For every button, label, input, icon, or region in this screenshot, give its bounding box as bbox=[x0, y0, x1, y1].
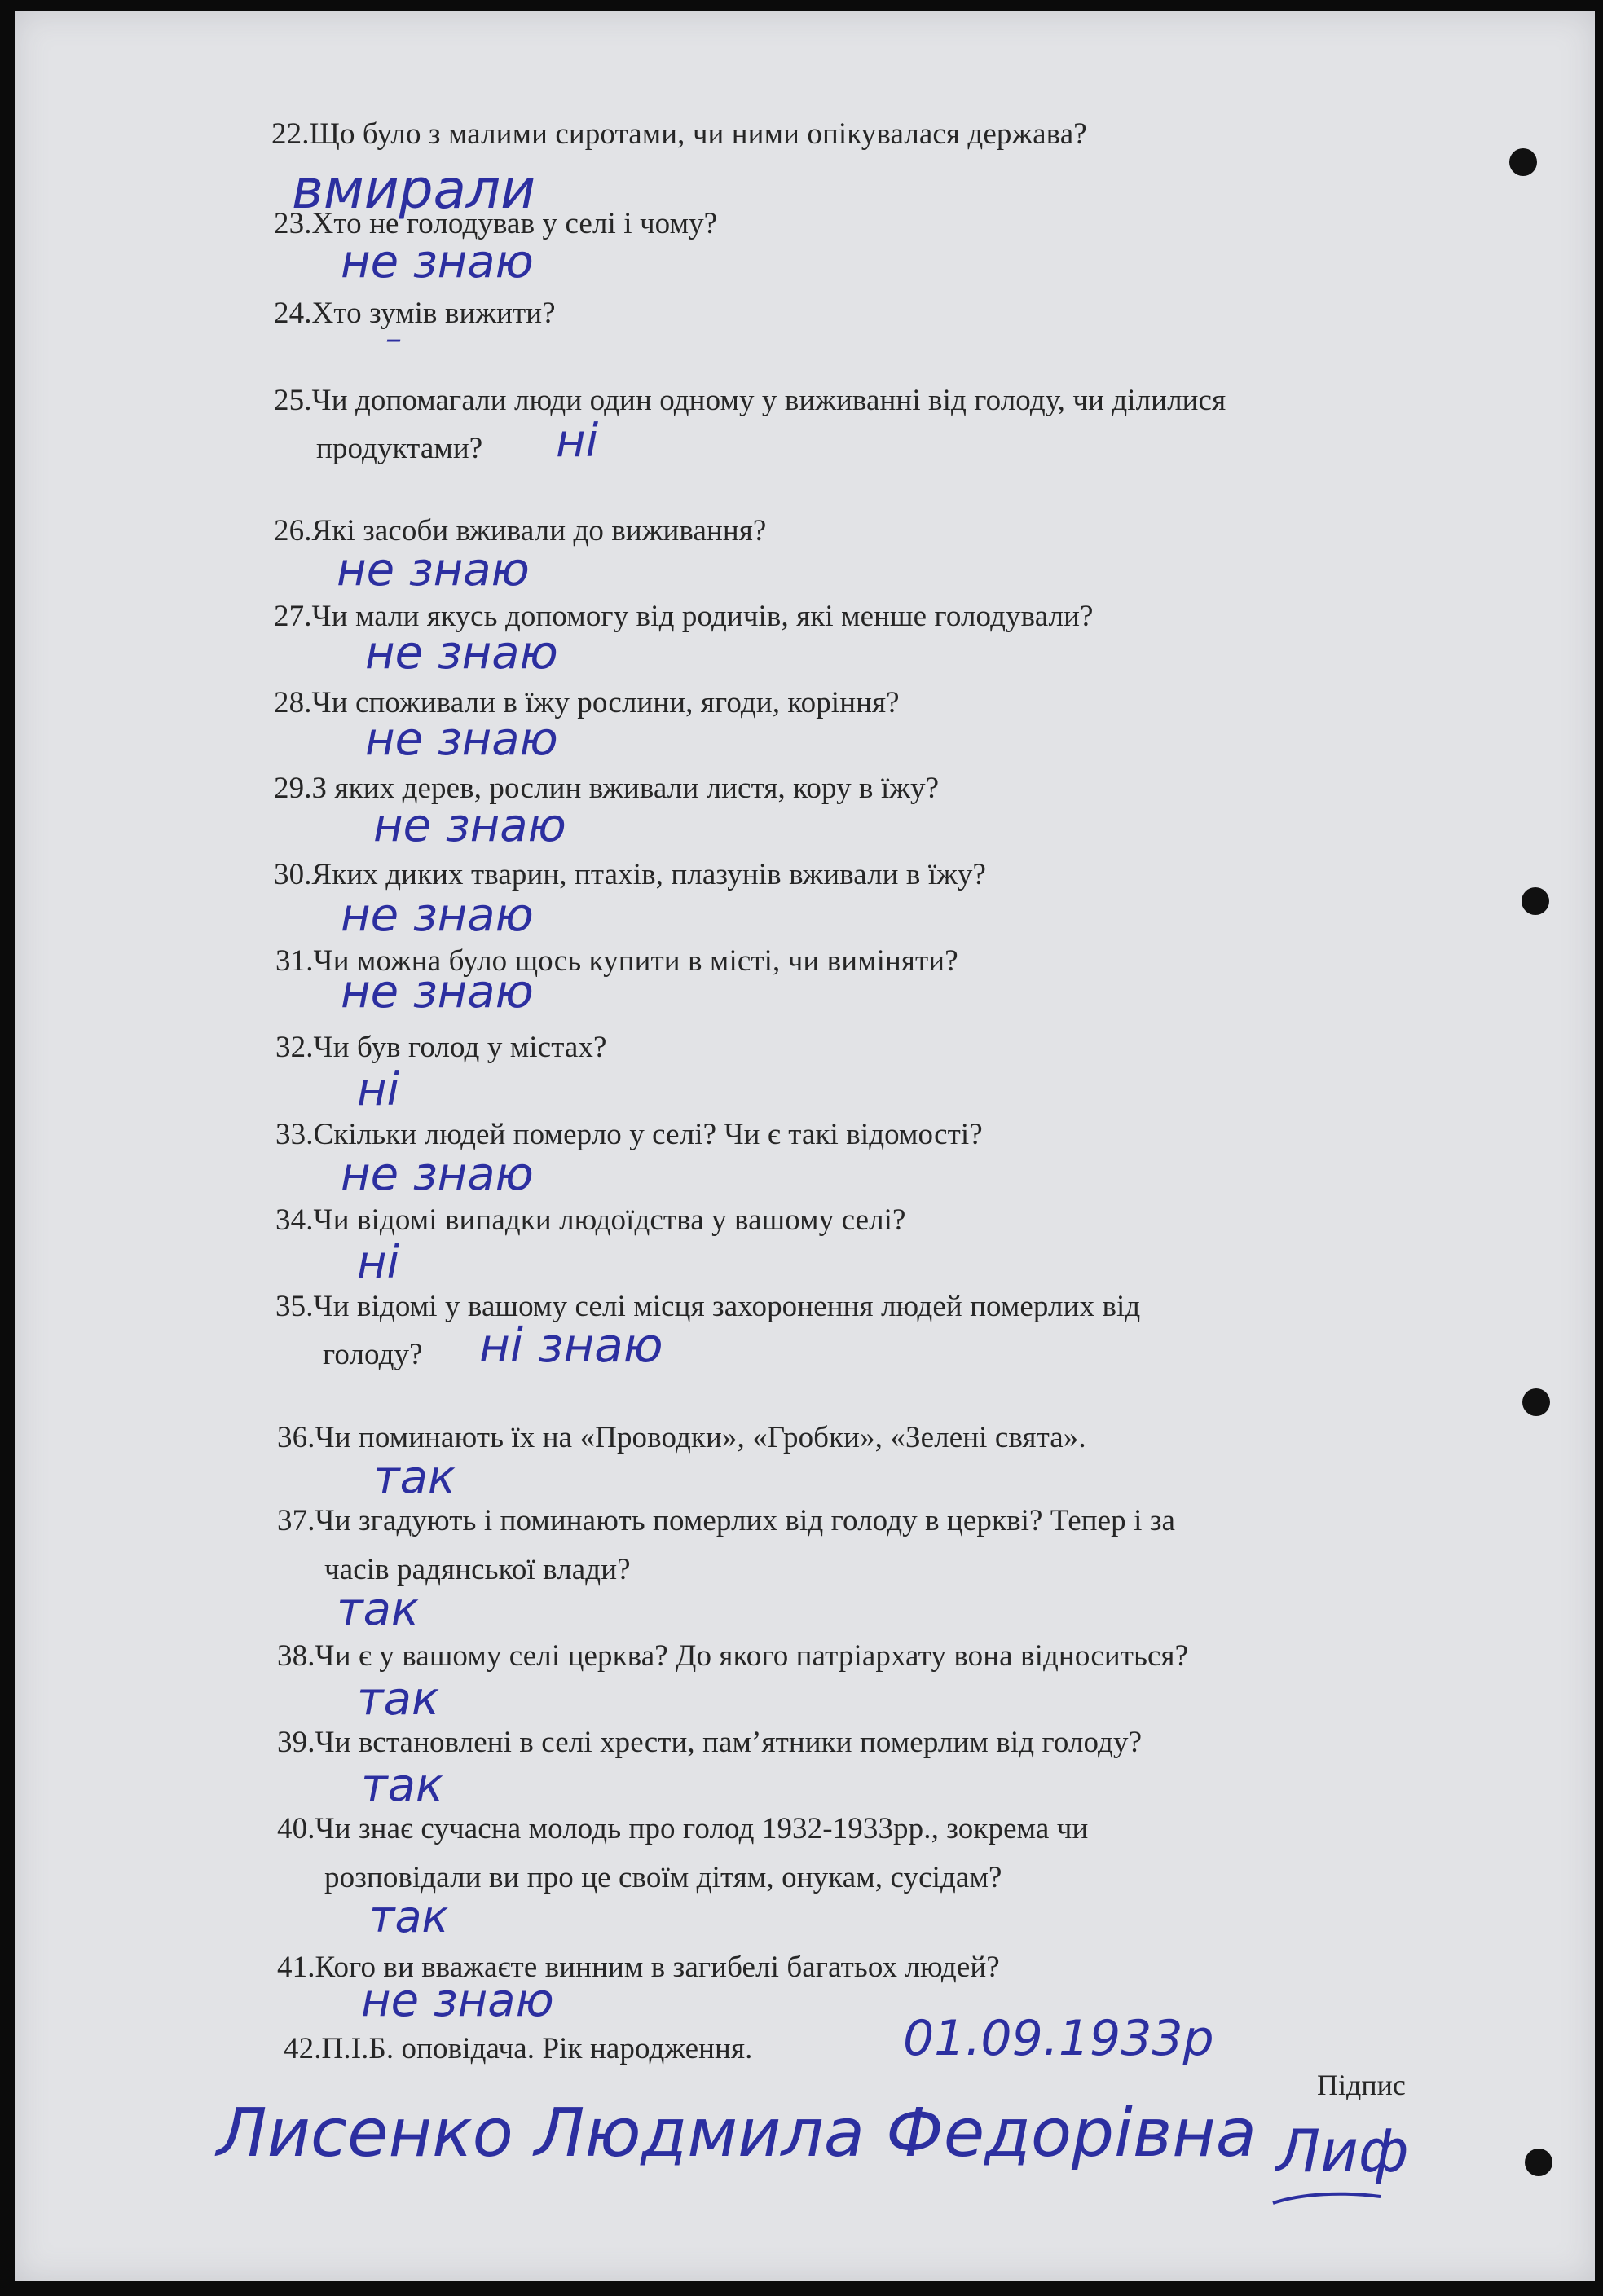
answer-28: не знаю bbox=[365, 713, 558, 766]
question-38: 38.Чи є у вашому селі церква? До якого патріархату вона відноситься? bbox=[277, 1639, 1189, 1673]
signature-mark: Лиф bbox=[1276, 2117, 1409, 2185]
question-26: 26.Які засоби вживали до виживання? bbox=[274, 514, 767, 548]
punch-hole bbox=[1522, 887, 1549, 915]
punch-hole bbox=[1509, 148, 1537, 176]
answer-33: не знаю bbox=[341, 1148, 534, 1201]
question-25-cont: продуктами? bbox=[316, 432, 483, 465]
question-39: 39.Чи встановлені в селі хрести, пам’ятники померлим від голоду? bbox=[277, 1726, 1143, 1759]
answer-22: вмирали bbox=[292, 158, 535, 221]
answer-23: не знаю bbox=[341, 235, 534, 288]
question-34: 34.Чи відомі випадки людоїдства у вашому селі? bbox=[275, 1203, 906, 1237]
questionnaire-page bbox=[15, 11, 1595, 2281]
punch-hole bbox=[1522, 1388, 1550, 1416]
question-40-cont: розповідали ви про це своїм дітям, онукам, сусідам? bbox=[324, 1861, 1002, 1894]
question-22: 22.Що було з малими сиротами, чи ними опікувалася держава? bbox=[271, 117, 1087, 151]
question-40: 40.Чи знає сучасна молодь про голод 1932-1933рр., зокрема чи bbox=[277, 1812, 1089, 1845]
question-35-cont: голоду? bbox=[323, 1338, 423, 1371]
answer-38: так bbox=[357, 1673, 439, 1726]
answer-26: не знаю bbox=[337, 543, 530, 596]
answer-30: не знаю bbox=[341, 889, 534, 942]
question-31: 31.Чи можна було щось купити в місті, чи виміняти? bbox=[275, 944, 958, 978]
answer-29: не знаю bbox=[373, 799, 566, 852]
respondent-name: Лисенко Людмила Федорівна bbox=[217, 2095, 1257, 2172]
question-35: 35.Чи відомі у вашому селі місця захоронення людей померлих від bbox=[275, 1290, 1141, 1323]
question-27: 27.Чи мали якусь допомогу від родичів, які менше голодували? bbox=[274, 600, 1094, 633]
question-32: 32.Чи був голод у містах? bbox=[275, 1031, 607, 1064]
punch-hole bbox=[1525, 2149, 1552, 2176]
answer-36: так bbox=[373, 1451, 456, 1504]
answer-25: ні bbox=[556, 415, 599, 468]
signature-label: Підпис bbox=[1317, 2069, 1406, 2101]
answer-32: ні bbox=[357, 1063, 400, 1116]
question-37-cont: часів радянської влади? bbox=[324, 1553, 631, 1586]
question-33: 33.Скільки людей померло у селі? Чи є такі відомості? bbox=[275, 1118, 983, 1151]
question-25: 25.Чи допомагали люди один одному у виживанні від голоду, чи ділилися bbox=[274, 384, 1226, 417]
answer-41: не знаю bbox=[361, 1974, 554, 2027]
answer-27: не знаю bbox=[365, 627, 558, 680]
question-24: 24.Хто зумів вижити? bbox=[274, 297, 556, 330]
signature-underline bbox=[1270, 2185, 1384, 2210]
question-23: 23.Хто не голодував у селі і чому? bbox=[274, 207, 718, 240]
birth-date: 01.09.1933р bbox=[903, 2010, 1214, 2067]
question-29: 29.З яких дерев, рослин вживали листя, кору в їжу? bbox=[274, 772, 940, 805]
answer-24: – bbox=[385, 320, 402, 358]
answer-34: ні bbox=[357, 1236, 400, 1289]
answer-37: так bbox=[337, 1583, 419, 1636]
answer-35: ні знаю bbox=[479, 1317, 663, 1373]
answer-31: не знаю bbox=[341, 965, 534, 1018]
question-37: 37.Чи згадують і поминають померлих від голоду в церкві? Тепер і за bbox=[277, 1504, 1176, 1537]
question-42: 42.П.І.Б. оповідача. Рік народження. bbox=[284, 2032, 753, 2065]
question-28: 28.Чи споживали в їжу рослини, ягоди, коріння? bbox=[274, 686, 900, 719]
question-41: 41.Кого ви вважаєте винним в загибелі багатьох людей? bbox=[277, 1951, 1000, 1984]
question-36: 36.Чи поминають їх на «Проводки», «Гробки», «Зелені свята». bbox=[277, 1421, 1086, 1454]
answer-40: так bbox=[369, 1891, 449, 1942]
answer-39: так bbox=[361, 1759, 443, 1812]
question-30: 30.Яких диких тварин, птахів, плазунів вживали в їжу? bbox=[274, 858, 987, 891]
